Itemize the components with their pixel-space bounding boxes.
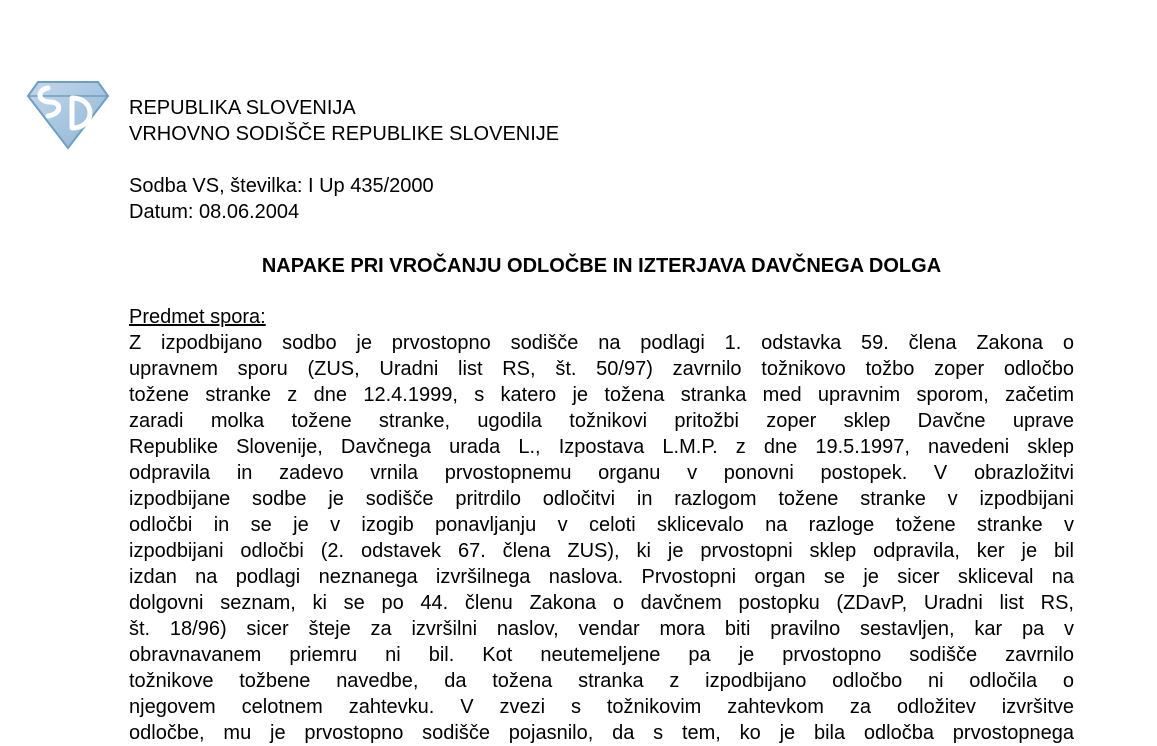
text-line: izpodbijani odločbi (2. odstavek 67. člena ZUS), ki je prvostopni sklep odpravila, ker je bil [129, 540, 1074, 562]
text-line: tožnikove tožbene navedbe, da tožena stranka z izpodbijano odločbo ni odločila o [129, 670, 1074, 692]
text-line: izpodbijane sodbe je sodišče pritrdilo odločitvi in razlogom tožene stranke v izpodbijani [129, 488, 1074, 510]
text-line: št. 18/96) sicer šteje za izvršilni naslov, vendar mora biti pravilno sestavljen, kar pa v [129, 618, 1074, 640]
body-paragraph [129, 330, 1074, 746]
section-heading: Predmet spora: [129, 306, 266, 328]
text-line: njegovem celotnem zahtevku. V zvezi s tožnikovim zahtevkom za odložitev izvršitve [129, 696, 1074, 718]
case-meta [129, 173, 434, 225]
institution-header [129, 95, 559, 147]
supreme-court-logo-icon [26, 78, 110, 150]
document-title: NAPAKE PRI VROČANJU ODLOČBE IN IZTERJAVA DAVČNEGA DOLGA [261, 255, 942, 277]
text-line: tožene stranke z dne 12.4.1999, s katero je tožena stranka med upravnim sporom, začetim [129, 384, 1074, 406]
text-line: zaradi molka tožene stranke, ugodila tožnikovi pritožbi zoper sklep Davčne uprave [129, 410, 1074, 432]
text-line: dolgovni seznam, ki se po 44. členu Zakona o davčnem postopku (ZDavP, Uradni list RS, [129, 592, 1074, 614]
country-name: REPUBLIKA SLOVENIJA [129, 97, 356, 119]
text-line: Z izpodbijano sodbo je prvostopno sodišče na podlagi 1. odstavka 59. člena Zakona o [129, 332, 1074, 354]
court-name: VRHOVNO SODIŠČE REPUBLIKE SLOVENIJE [129, 123, 560, 145]
text-line: upravnem sporu (ZUS, Uradni list RS, št. 50/97) zavrnilo tožnikovo tožbo zoper odločbo [129, 358, 1074, 380]
text-line: izdan na podlagi neznanega izvršilnega naslova. Prvostopni organ se je sicer skliceval na [129, 566, 1074, 588]
case-date: Datum: 08.06.2004 [129, 201, 300, 223]
case-number: Sodba VS, številka: I Up 435/2000 [129, 175, 434, 197]
text-line: odločbe, mu je prvostopno sodišče pojasnilo, da s tem, ko je bila odločba prvostopnega [129, 722, 1074, 744]
text-line: odločbi in se je v izogib ponavljanju v celoti sklicevalo na razloge tožene stranke v [129, 514, 1074, 536]
text-line: Republike Slovenije, Davčnega urada L., Izpostava L.M.P. z dne 19.5.1997, navedeni sklep [129, 436, 1074, 458]
text-line: obravnavanem priemru ni bil. Kot neutemeljene pa je prvostopno sodišče zavrnilo [129, 644, 1074, 666]
text-line: odpravila in zadevo vrnila prvostopnemu organu v ponovni postopek. V obrazložitvi [129, 462, 1074, 484]
